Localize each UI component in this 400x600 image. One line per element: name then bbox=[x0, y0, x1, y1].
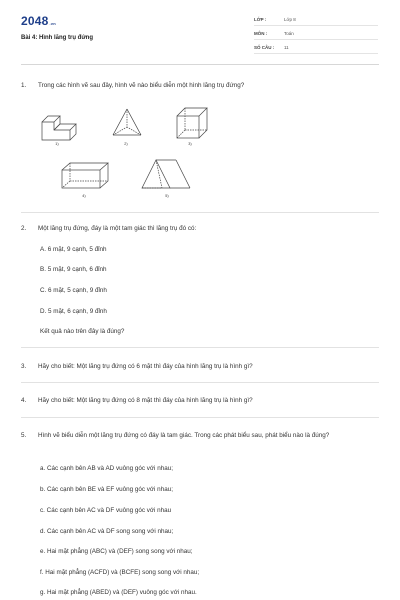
question-number: 4. bbox=[21, 397, 27, 404]
statement-e[interactable]: e. Hai mặt phẳng (ABC) và (DEF) song song với nhau; bbox=[40, 548, 193, 555]
meta-subject-row bbox=[254, 29, 378, 40]
meta-class-row bbox=[254, 15, 378, 26]
question-number: 1. bbox=[21, 82, 27, 89]
question-divider bbox=[21, 347, 379, 348]
statement-a[interactable]: a. Các cạnh bên AB và AD vuông góc với nhau; bbox=[40, 465, 173, 472]
option-a[interactable]: A. 6 mặt, 9 cạnh, 5 đỉnh bbox=[40, 246, 107, 253]
statement-f[interactable]: f. Hai mặt phẳng (ACFD) và (BCFE) song song với nhau; bbox=[40, 569, 200, 576]
option-b[interactable]: B. 5 mặt, 9 cạnh, 6 đỉnh bbox=[40, 266, 107, 273]
figure-5-triangular-prism bbox=[140, 158, 192, 192]
question-text: Hãy cho biết: Một lăng trụ đứng có 8 mặt thì đáy của hình lăng trụ là hình gì? bbox=[38, 397, 253, 404]
figure-3-cube bbox=[175, 106, 209, 140]
question-divider bbox=[21, 417, 379, 418]
meta-subject-value: Toán bbox=[284, 31, 294, 36]
meta-class-label: LỚP : bbox=[254, 17, 267, 22]
statement-c[interactable]: c. Các cạnh bên AC và DF vuông góc với nhau bbox=[40, 507, 172, 514]
worksheet-header bbox=[0, 0, 400, 60]
lesson-title: Bài 4: Hình lăng trụ đứng bbox=[21, 35, 94, 41]
option-d[interactable]: D. 5 mặt, 6 cạnh, 9 đỉnh bbox=[40, 308, 107, 315]
meta-count-label: SỐ CÂU : bbox=[254, 45, 275, 50]
statement-b[interactable]: b. Các cạnh bên BE và EF vuông góc với nhau; bbox=[40, 486, 173, 493]
header-divider bbox=[21, 64, 379, 65]
question-text: Trong các hình vẽ sau đây, hình vẽ nào biểu diễn một hình lăng trụ đứng? bbox=[38, 82, 245, 89]
statement-d[interactable]: d. Các cạnh bên AC và DF song song với nhau; bbox=[40, 528, 174, 535]
question-number: 3. bbox=[21, 363, 27, 370]
question-text: Một lăng trụ đứng, đáy là một tam giác thì lăng trụ đó có: bbox=[38, 225, 197, 232]
meta-count-row bbox=[254, 43, 378, 54]
logo-text: 2048 bbox=[21, 14, 49, 28]
option-c[interactable]: C. 6 mặt, 5 cạnh, 9 đỉnh bbox=[40, 287, 107, 294]
figure-2-pyramid bbox=[112, 108, 142, 138]
meta-class-value: Lớp 8 bbox=[284, 17, 296, 22]
figure-1-label: 1) bbox=[55, 142, 59, 146]
question-divider bbox=[21, 382, 379, 383]
question-text: Hình vẽ biểu diễn một lăng trụ đứng có đáy là tam giác. Trong các phát biểu sau, phát biểu nào là đúng? bbox=[38, 432, 330, 439]
meta-subject-label: MÔN : bbox=[254, 31, 268, 36]
figure-5-label: 5) bbox=[165, 194, 169, 198]
figure-4-box bbox=[60, 160, 110, 192]
question-number: 5. bbox=[21, 432, 27, 439]
figure-3-label: 3) bbox=[188, 142, 192, 146]
figure-4-label: 4) bbox=[82, 194, 86, 198]
statement-g[interactable]: g. Hai mặt phẳng (ABED) và (DEF) vuông góc với nhau. bbox=[40, 589, 197, 596]
figure-1-l-prism bbox=[40, 108, 84, 142]
question-text: Hãy cho biết: Một lăng trụ đứng có 6 mặt thì đáy của hình lăng trụ là hình gì? bbox=[38, 363, 253, 370]
logo-domain: .vn bbox=[49, 21, 56, 26]
question-ask: Kết quả nào trên đây là đúng? bbox=[40, 328, 125, 335]
site-logo[interactable] bbox=[21, 14, 56, 28]
question-number: 2. bbox=[21, 225, 27, 232]
figure-2-label: 2) bbox=[124, 142, 128, 146]
question-divider bbox=[21, 212, 379, 213]
meta-count-value: 11 bbox=[284, 45, 289, 50]
